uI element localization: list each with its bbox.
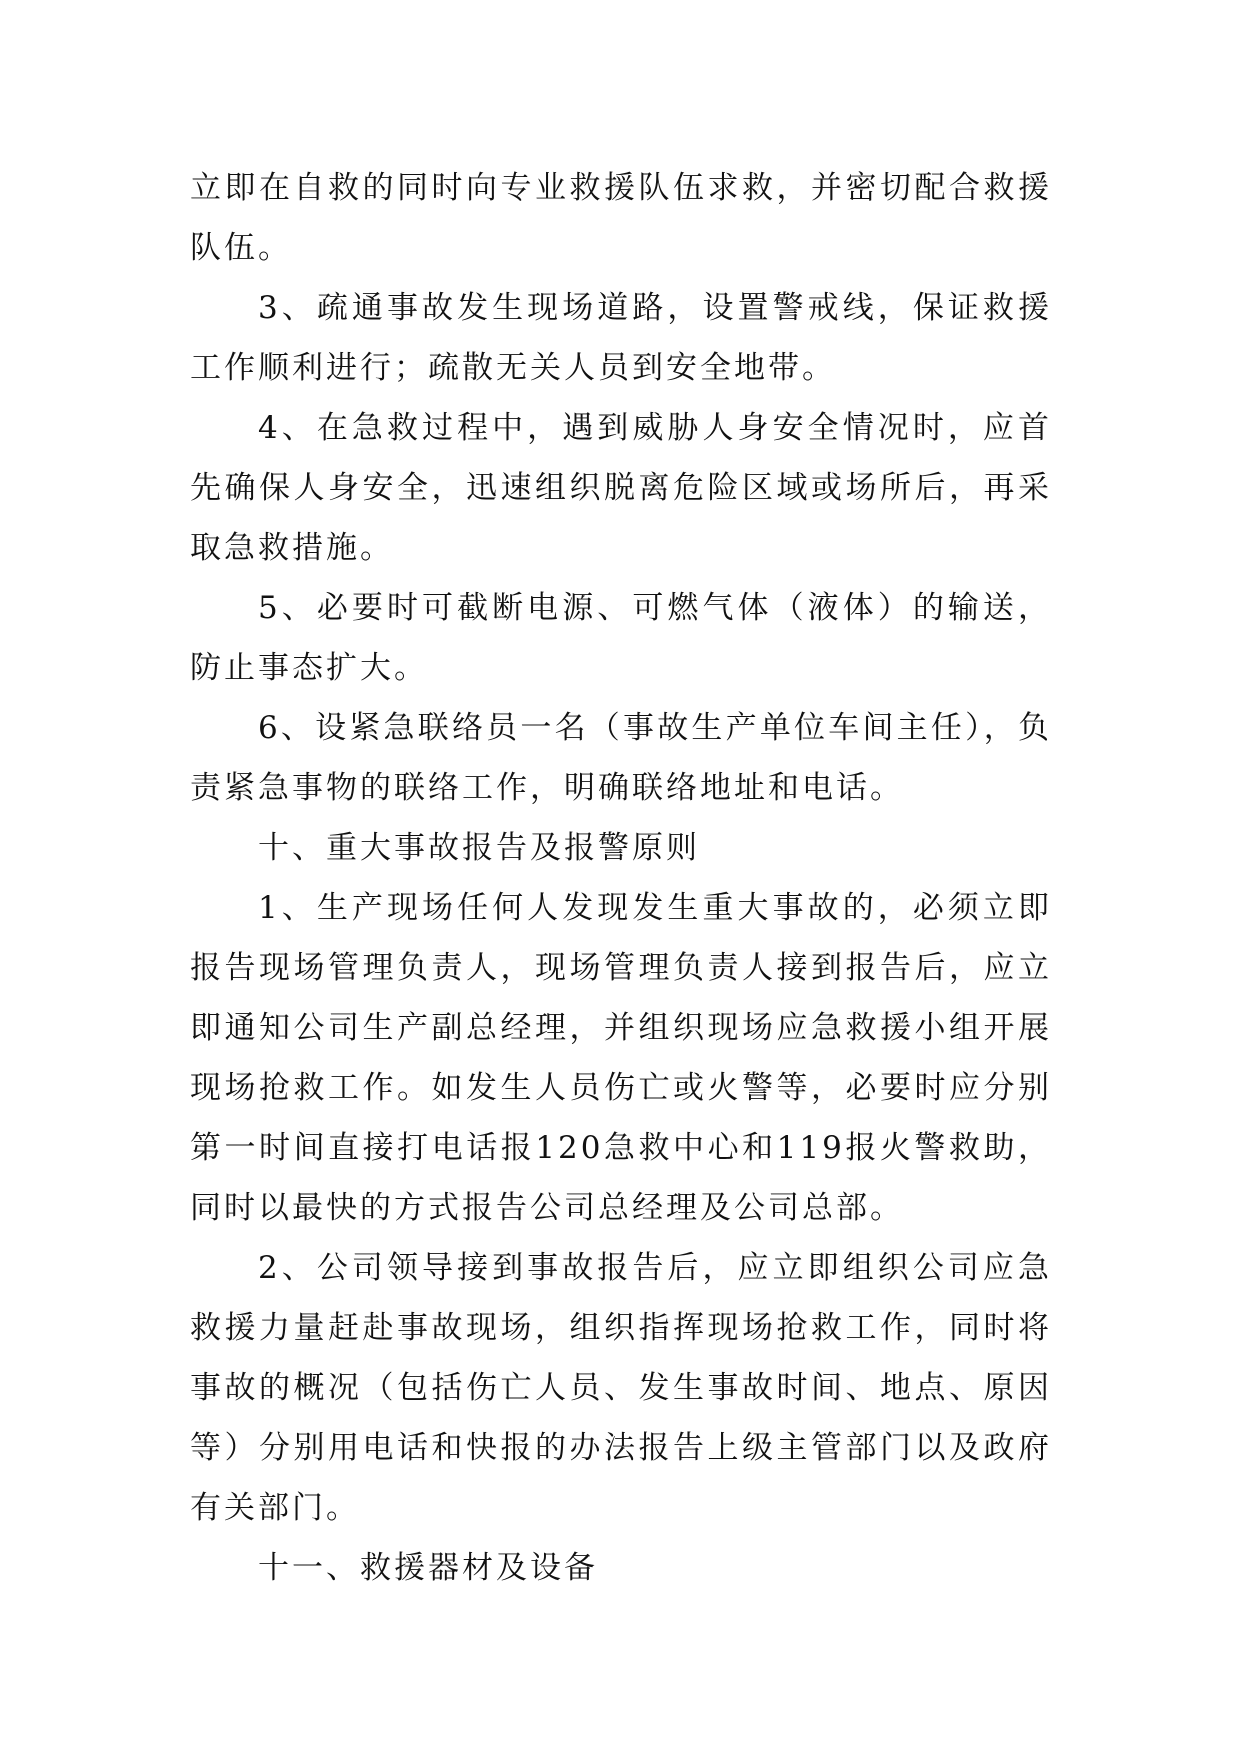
paragraph-rescue-cooperation: 立即在自救的同时向专业救援队伍求救，并密切配合救援队伍。 (190, 170, 1052, 266)
paragraph-item-3: 3、疏通事故发生现场道路，设置警戒线，保证救援工作顺利进行；疏散无关人员到安全地带。 (190, 290, 1052, 386)
paragraph-report-1: 1、生产现场任何人发现发生重大事故的，必须立即报告现场管理负责人，现场管理负责人接到报告后，应立即通知公司生产副总经理，并组织现场应急救援小组开展现场抢救工作。如发生人员伤亡或火警等，必要时应分别第一时间直接打电话报120急救中心和119报火警救助，同时以最快的方式报告公司总经理及公司总部。 (190, 890, 1052, 1226)
document-body (190, 158, 1052, 1598)
paragraph-item-4: 4、在急救过程中，遇到威胁人身安全情况时，应首先确保人身安全，迅速组织脱离危险区域或场所后，再采取急救措施。 (190, 410, 1052, 566)
paragraph-report-2: 2、公司领导接到事故报告后，应立即组织公司应急救援力量赶赴事故现场，组织指挥现场抢救工作，同时将事故的概况（包括伤亡人员、发生事故时间、地点、原因等）分别用电话和快报的办法报告上级主管部门以及政府有关部门。 (190, 1250, 1052, 1526)
section-heading-10: 十、重大事故报告及报警原则 (258, 830, 700, 866)
paragraph-item-6: 6、设紧急联络员一名（事故生产单位车间主任），负责紧急事物的联络工作，明确联络地址和电话。 (190, 710, 1052, 806)
paragraph-item-5: 5、必要时可截断电源、可燃气体（液体）的输送，防止事态扩大。 (190, 590, 1052, 686)
section-heading-11: 十一、救援器材及设备 (258, 1550, 598, 1586)
